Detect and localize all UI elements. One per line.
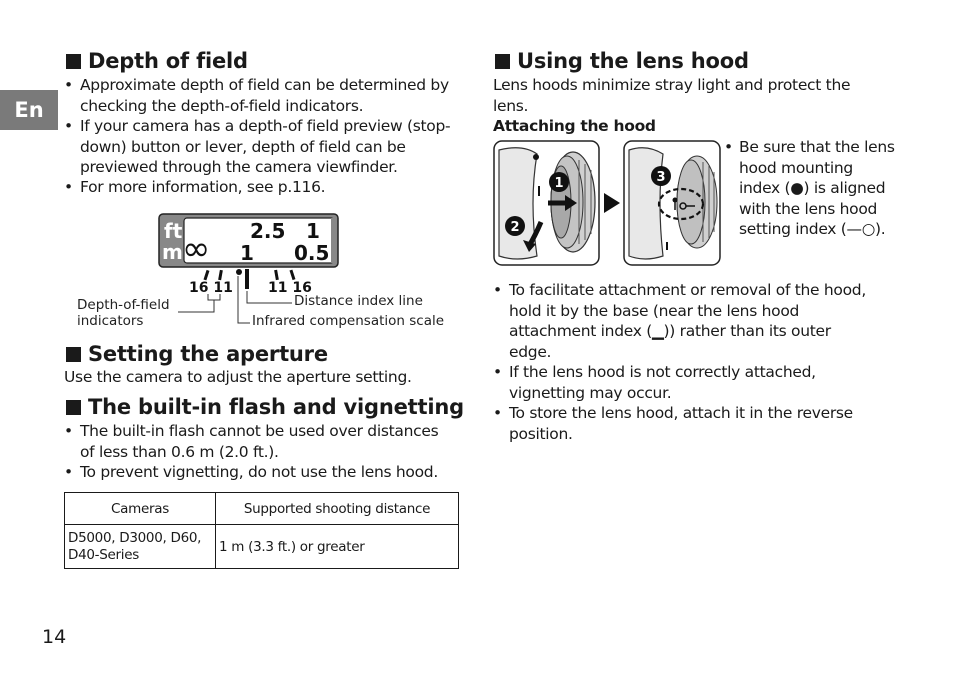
scale-unit-m: m	[162, 240, 183, 264]
bullet-line: checking the depth-of-field indicators.	[80, 96, 364, 115]
setting-aperture-text: Use the camera to adjust the aperture setting.	[64, 368, 412, 386]
heading-square-icon	[66, 54, 81, 69]
scale-infinity: ∞	[182, 229, 211, 269]
scale-m-value: 1	[240, 241, 254, 265]
heading-text: Using the lens hood	[517, 49, 749, 73]
lens-hood-intro	[493, 75, 913, 116]
label-dof-indicators: indicators	[77, 313, 144, 329]
bullet-line: of less than 0.6 m (2.0 ft.).	[80, 442, 279, 461]
hood-attach-illustration-1	[493, 140, 601, 266]
dof-marks-right: 11 16	[268, 280, 312, 296]
table-header-distance: Supported shooting distance	[216, 493, 459, 525]
heading-text: The built-in flash and vignetting	[88, 395, 464, 419]
bullet-line: edge.	[509, 342, 552, 361]
bullet-line: attachment index (▁)) rather than its outer	[509, 322, 831, 341]
note-line: with the lens hood	[739, 199, 878, 218]
arrow-right-icon	[603, 192, 621, 214]
bullet-line: To prevent vignetting, do not use the lens hood.	[80, 463, 438, 481]
cell-line: D40-Series	[68, 546, 139, 563]
distance-index-line-mark	[245, 269, 249, 289]
note-line: Be sure that the lens	[739, 138, 895, 156]
flash-vignetting-heading	[66, 395, 464, 419]
lens-hood-heading	[495, 49, 749, 73]
heading-text: Setting the aperture	[88, 342, 328, 366]
bullet-line: The built-in flash cannot be used over distances	[80, 422, 439, 440]
bullet-line: To facilitate attachment or removal of the hood,	[509, 281, 866, 299]
depth-of-field-heading	[66, 49, 248, 73]
label-dof-indicators: Depth-of-field	[77, 297, 170, 313]
note-line: index (●) is aligned	[739, 179, 886, 198]
cell-line: D5000, D3000, D60,	[68, 529, 202, 546]
heading-text: Depth of field	[88, 49, 248, 73]
page-number: 14	[42, 626, 67, 648]
intro-line: Lens hoods minimize stray light and protect the	[493, 76, 851, 94]
table-header-row	[65, 493, 459, 525]
bullet-line: hold it by the base (near the lens hood	[509, 301, 800, 320]
language-tab: En	[0, 90, 58, 130]
scale-ft-value: 1	[306, 219, 320, 243]
table-cell-distance: 1 m (3.3 ft.) or greater	[216, 525, 459, 569]
step-number: 1	[554, 176, 564, 191]
scale-ft-value: 2.5	[250, 219, 286, 243]
note-line: hood mounting	[739, 158, 853, 177]
heading-square-icon	[66, 347, 81, 362]
heading-square-icon	[66, 400, 81, 415]
scale-m-value: 0.5	[294, 241, 330, 265]
hood-attach-illustration-2	[623, 140, 721, 266]
bullet-line: down) button or lever, depth of field can be	[80, 137, 406, 156]
step-number: 3	[656, 170, 666, 185]
step-number: 2	[510, 220, 520, 235]
heading-square-icon	[495, 54, 510, 69]
bullet-line: previewed through the camera viewfinder.	[80, 158, 398, 177]
bullet-line: To store the lens hood, attach it in the reverse	[509, 404, 853, 422]
setting-aperture-heading	[66, 342, 328, 366]
shooting-distance-table	[64, 492, 459, 569]
scale-unit-ft: ft	[164, 219, 183, 243]
note-line: setting index (—○).	[739, 220, 886, 239]
attaching-hood-subheading: Attaching the hood	[493, 117, 656, 135]
intro-line: lens.	[493, 96, 529, 115]
dof-marks-left: 16 11	[189, 280, 233, 296]
label-distance-index: Distance index line	[294, 293, 423, 309]
bullet-line: Approximate depth of field can be determined by	[80, 76, 449, 94]
bullet-line: If your camera has a depth-of field preview (stop-	[80, 117, 451, 135]
table-row	[65, 525, 459, 569]
distance-scale-diagram	[60, 208, 460, 333]
table-header-cameras: Cameras	[65, 493, 216, 525]
bullet-line: For more information, see p.116.	[80, 178, 326, 196]
label-infrared: Infrared compensation scale	[252, 313, 445, 329]
bullet-line: If the lens hood is not correctly attached,	[509, 363, 816, 381]
bullet-line: position.	[509, 424, 573, 443]
bullet-line: vignetting may occur.	[509, 383, 672, 402]
table-cell-cameras	[65, 525, 216, 569]
